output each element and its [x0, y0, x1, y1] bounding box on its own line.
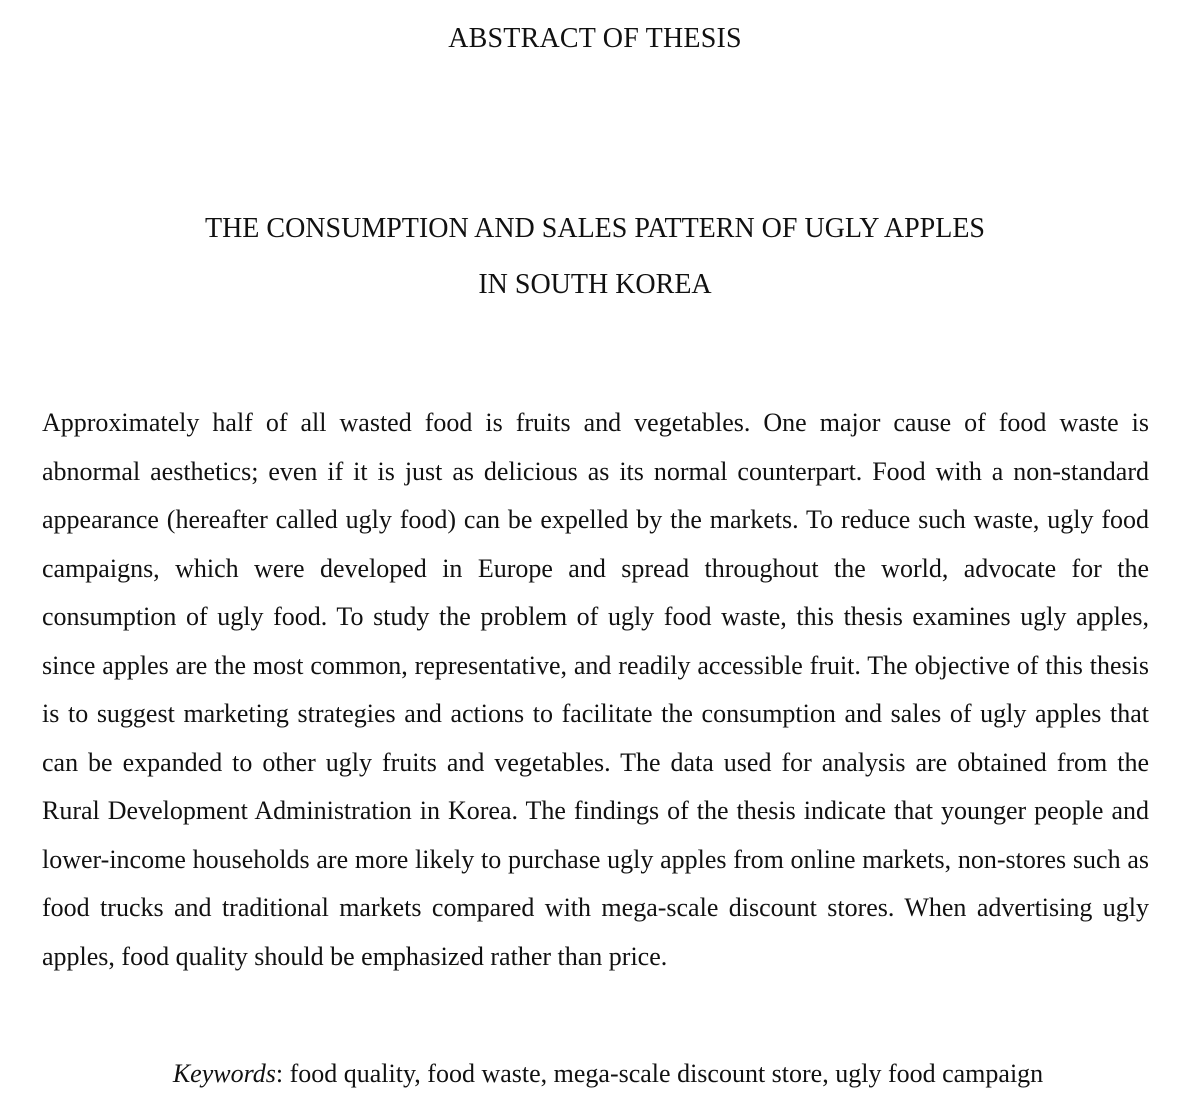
section-heading: ABSTRACT OF THESIS — [448, 23, 742, 54]
keywords-separator: : — [275, 1059, 290, 1088]
thesis-title — [0, 201, 1190, 313]
keywords-text: food quality, food waste, mega-scale discount store, ugly food campaign — [289, 1059, 1044, 1088]
thesis-title-line-2: IN SOUTH KOREA — [478, 269, 712, 300]
thesis-title-line-1: THE CONSUMPTION AND SALES PATTERN OF UGLY APPLES — [204, 213, 985, 244]
keywords-line — [0, 1055, 1200, 1093]
keywords-label: Keywords — [172, 1059, 276, 1088]
abstract-body: Approximately half of all wasted food is fruits and vegetables. One major cause of food waste is abnormal aesthetics; even if it is just as delicious as its normal counterpart. Food with a non-standard appearance (hereafter called ugly food) can be expelled by the markets. To reduce such waste, ugly food campaigns, which were developed in Europe and spread throughout the world, advocate for the consumption of ugly food. To study the problem of ugly food waste, this thesis examines ugly apples, since apples are the most common, representative, and readily accessible fruit. The objective of this thesis is to suggest marketing strategies and actions to facilitate the consumption and sales of ugly apples that can be expanded to other ugly fruits and vegetables. The data used for analysis are obtained from the Rural Development Administration in Korea. The findings of the thesis indicate that younger people and lower-income households are more likely to purchase ugly apples from online markets, non-stores such as food trucks and traditional markets compared with mega-scale discount stores. When advertising ugly apples, food quality should be emphasized rather than price. — [42, 408, 1149, 971]
